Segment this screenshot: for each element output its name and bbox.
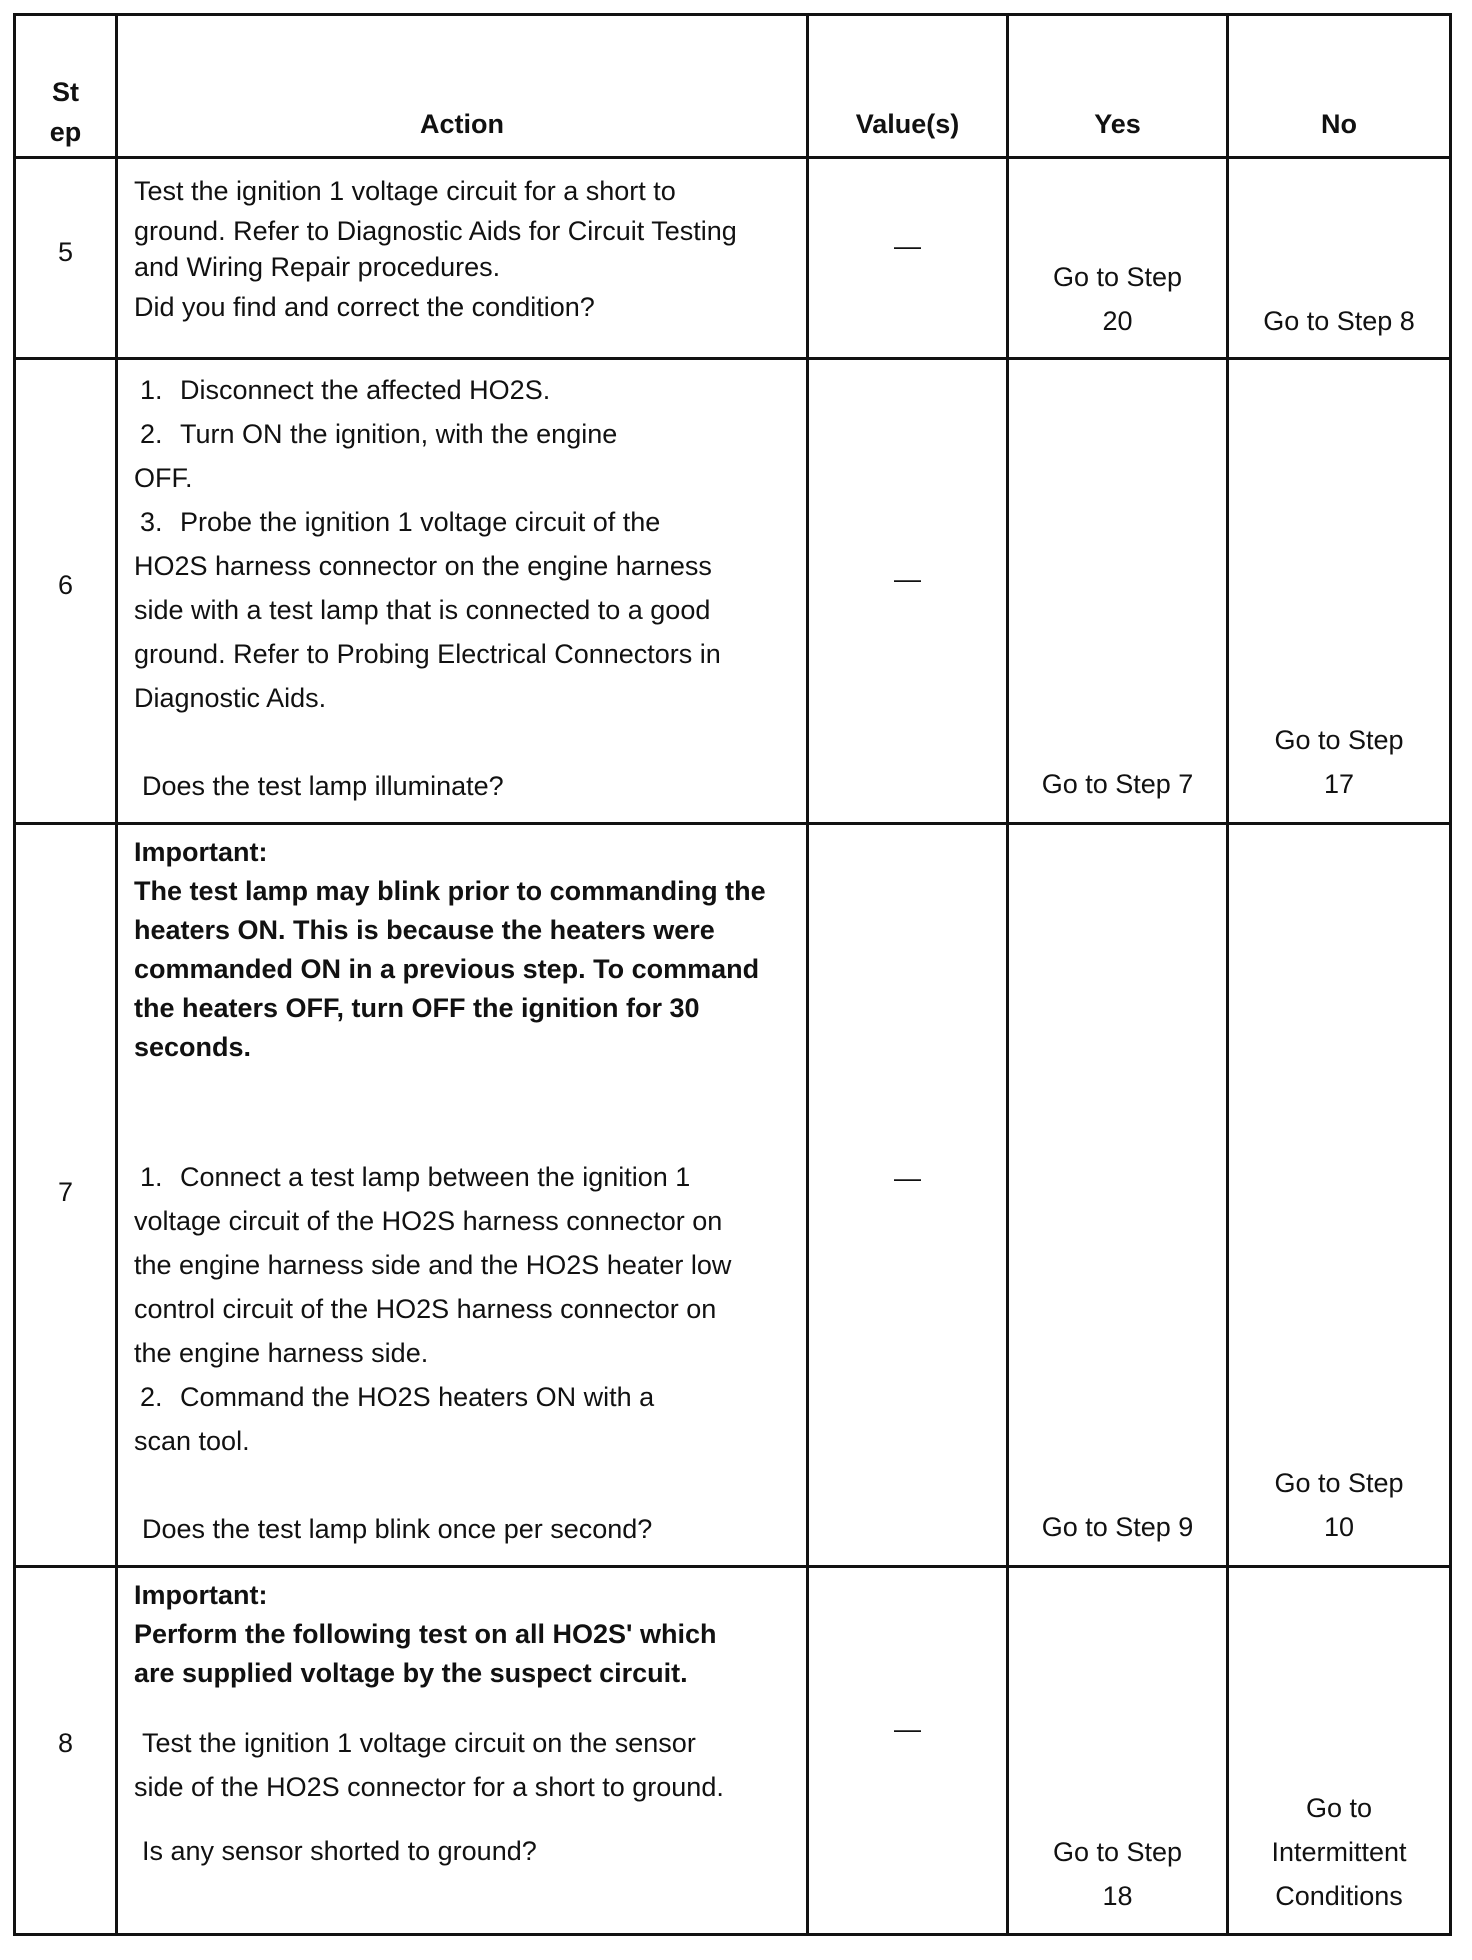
no-cell: Go to Step 10 [1228,824,1451,1567]
important-label: Important: [134,1580,268,1610]
list-item: 2. Turn ON the ignition, with the engine [140,419,618,449]
table-row [15,1567,1451,1935]
step-number-cell [15,1567,117,1935]
no-result: Go to [1305,1793,1373,1823]
table-row [15,158,1451,359]
action-steps-list [134,368,792,456]
yes-result: Go to Step [1052,262,1183,292]
action-steps-list [134,1375,766,1419]
value-dash: — [894,1714,921,1744]
table-row [15,824,1451,1567]
yes-cell: Go to Step 18 [1008,1567,1228,1935]
header-action: Action [117,15,808,158]
value-cell [808,824,1008,1567]
action-cell: 1. Disconnect the affected HO2S. 2. Turn ON the ignition, with the engine OFF. 3. Probe the ignition 1 voltage circuit of the HO2S harness connector on the engine harness side with a test lamp that is connected to a good ground. Refer to Probing Electrical Connectors in Diagnostic Aids. Does the test lamp illuminate? [117,359,808,824]
step-number-cell [15,359,117,824]
yes-result: Go to Step 7 [1041,769,1194,799]
yes-cell: Go to Step 20 [1008,158,1228,359]
list-item: 2. Command the HO2S heaters ON with a [140,1382,655,1412]
step-number: 7 [57,1177,74,1207]
step-number-cell [15,824,117,1567]
header-row [15,15,1451,158]
value-cell [808,158,1008,359]
value-dash: — [894,231,921,261]
no-result: Go to Step [1274,725,1404,755]
action-cell: Important: Perform the following test on all HO2S' which are supplied voltage by the suspect circuit. Test the ignition 1 voltage circuit on the sensor side of the HO2S connector for a short to ground. Is any sensor shorted to ground? [117,1567,808,1935]
header-no: No [1228,15,1451,158]
no-cell [1228,158,1451,359]
no-result: Go to Step 8 [1263,306,1415,336]
value-dash: — [894,1163,921,1193]
table-row [15,359,1451,824]
value-cell [808,1567,1008,1935]
value-cell [808,359,1008,824]
action-steps-list [134,500,792,544]
header-yes: Yes [1008,15,1228,158]
step-number-cell [15,158,117,359]
action-question: Is any sensor shorted to ground? [142,1836,537,1866]
step-number: 8 [57,1728,74,1758]
action-question: Does the test lamp illuminate? [142,771,504,801]
important-note: Perform the following test on all HO2S' which are supplied voltage by the suspect circuit. [134,1619,717,1688]
yes-result: Go to Step 9 [1041,1512,1194,1542]
step-number: 6 [57,570,74,600]
no-cell: Go to Step 17 [1228,359,1451,824]
list-item: 1. Disconnect the affected HO2S. [140,375,551,405]
action-steps-list [134,1155,766,1199]
yes-cell [1008,359,1228,824]
important-note: The test lamp may blink prior to commanding the heaters ON. This is because the heaters were commanded ON in a previous step. To command the heaters OFF, turn OFF the ignition for 30 seconds. [134,876,766,1062]
no-cell: Go to Intermittent Conditions [1228,1567,1451,1935]
yes-result: Go to Step [1052,1837,1183,1867]
diagnostic-table [13,13,1452,1936]
header-values: Value(s) [808,15,1008,158]
list-item: 3. Probe the ignition 1 voltage circuit of the [140,507,661,537]
step-number: 5 [57,237,74,267]
value-dash: — [894,564,921,594]
action-question: Does the test lamp blink once per second? [142,1514,653,1544]
header-step: St ep [15,15,117,158]
action-cell: Important: The test lamp may blink prior to commanding the heaters ON. This is because the heaters were commanded ON in a previous step. To command the heaters OFF, turn OFF the ignition for 30 seconds. 1. Connect a test lamp between the ignition 1 voltage circuit of the HO2S harness connector on the engine harness side and the HO2S heater low control circuit of the HO2S harness connector on the engine harness side. 2. Command the HO2S heaters ON with a scan tool. Does the test lamp blink once per second? [117,824,808,1567]
yes-cell [1008,824,1228,1567]
list-item: 1. Connect a test lamp between the ignition 1 [140,1162,691,1192]
important-label: Important: [134,837,268,867]
no-result: Go to Step [1274,1468,1404,1498]
action-cell: Test the ignition 1 voltage circuit for a short to ground. Refer to Diagnostic Aids for Circuit Testing and Wiring Repair procedures. Did you find and correct the condition? [117,158,808,359]
